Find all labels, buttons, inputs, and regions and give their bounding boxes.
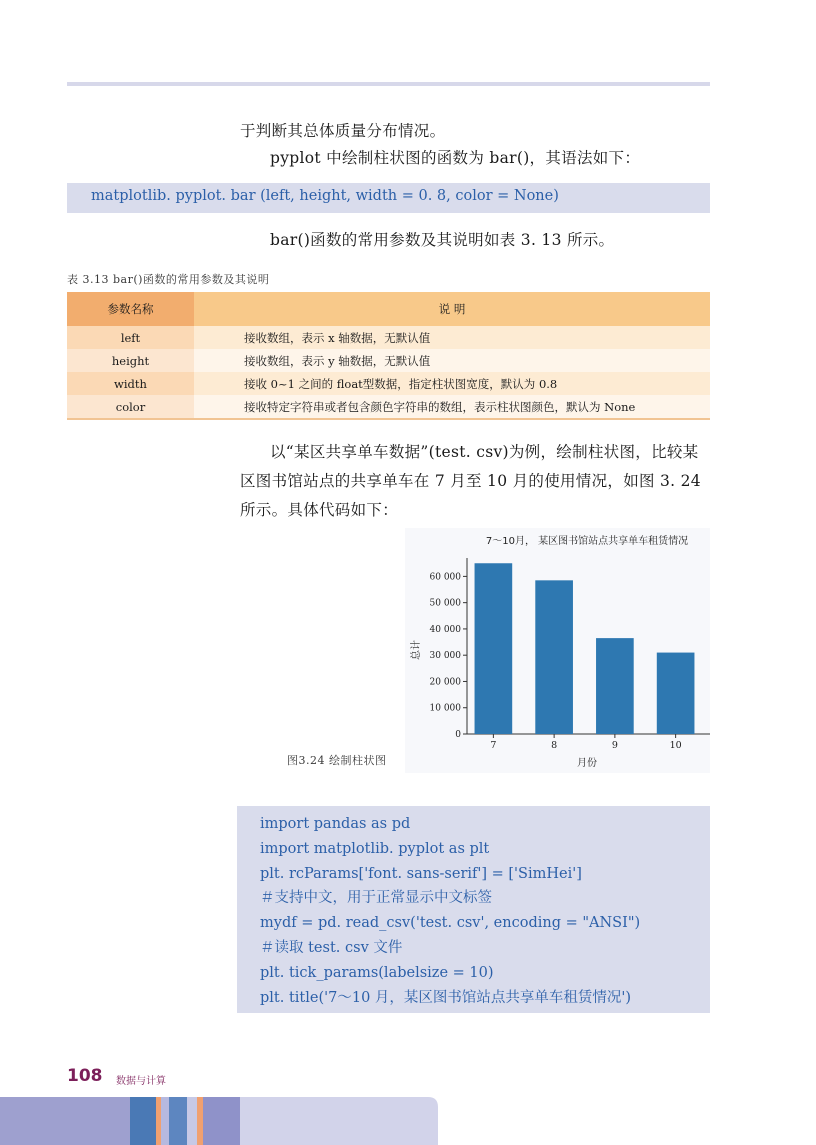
- y-tick-label: 60 000: [429, 572, 461, 583]
- bar-chart-svg: [405, 528, 710, 773]
- code-comment: ＃支持中文，用于正常显示中文标签: [260, 890, 492, 907]
- code-line: mydf = pd. read_csv('test. csv', encoding = "ANSI"): [260, 915, 641, 932]
- param-name: left: [67, 326, 194, 349]
- param-desc: 接收数组，表示 y 轴数据，无默认值: [194, 349, 710, 372]
- param-desc: 接收 0~1 之间的 float型数据，指定柱状图宽度，默认为 0.8: [194, 372, 710, 395]
- bar: [657, 653, 695, 734]
- syntax-box: [67, 183, 710, 213]
- top-rule: [67, 82, 710, 86]
- code-lines: [260, 812, 640, 1010]
- code-block: [237, 806, 710, 1013]
- paragraph-params-intro: bar()函数的常用参数及其说明如表 3. 13 所示。: [270, 231, 615, 249]
- code-line: plt. rcParams['font. sans-serif'] = ['SimHei']: [260, 865, 582, 882]
- table-header-desc: 说 明: [194, 292, 710, 326]
- y-tick-label: 0: [455, 730, 461, 740]
- y-tick-label: 50 000: [429, 598, 461, 609]
- page-number: 108: [67, 1066, 103, 1086]
- x-tick-label: 8: [551, 740, 558, 751]
- code-line: plt. tick_params(labelsize = 10): [260, 964, 494, 981]
- table-row: [67, 326, 710, 349]
- paragraph-example: 以“某区共享单车数据”(test. csv)为例，绘制柱状图，比较某区图书馆站点的共享单车在 7 月至 10 月的使用情况，如图 3. 24 所示。具体代码如下：: [240, 443, 701, 519]
- syntax-code: matplotlib. pyplot. bar (left, height, width = 0. 8, color = None): [91, 188, 559, 204]
- param-name: height: [67, 349, 194, 372]
- code-line: import matplotlib. pyplot as plt: [260, 840, 490, 857]
- chart-ylabel: 总计: [411, 640, 422, 660]
- code-comment: ＃读取 test. csv 文件: [260, 939, 403, 956]
- bar: [596, 638, 634, 734]
- table-row: [67, 372, 710, 395]
- x-tick-label: 7: [490, 740, 497, 751]
- figure-caption: 图3.24 绘制柱状图: [287, 754, 387, 767]
- y-tick-label: 40 000: [429, 624, 461, 635]
- code-line: import pandas as pd: [260, 816, 411, 832]
- params-table: [67, 292, 710, 420]
- table-header-param: 参数名称: [67, 292, 194, 326]
- code-line: plt. title('7～10 月，某区图书馆站点共享单车租赁情况'): [260, 989, 632, 1006]
- y-tick-label: 20 000: [429, 677, 461, 688]
- param-name: color: [67, 395, 194, 419]
- table-row: [67, 395, 710, 419]
- paragraph-bar-function: pyplot 中绘制柱状图的函数为 bar()，其语法如下：: [270, 149, 641, 167]
- param-name: width: [67, 372, 194, 395]
- chart-xlabel: 月份: [577, 758, 597, 769]
- book-title: 数据与计算: [116, 1076, 166, 1087]
- y-tick-label: 10 000: [429, 703, 461, 714]
- footer-decoration: [0, 1097, 816, 1145]
- table-row: [67, 349, 710, 372]
- x-tick-label: 10: [669, 740, 682, 751]
- param-desc: 接收数组，表示 x 轴数据，无默认值: [194, 326, 710, 349]
- table-caption: 表 3.13 bar()函数的常用参数及其说明: [67, 273, 270, 286]
- bar: [475, 563, 513, 734]
- x-tick-label: 9: [611, 740, 618, 751]
- bar-chart: [405, 528, 710, 773]
- y-tick-label: 30 000: [429, 651, 461, 662]
- chart-title: 7～10月， 某区图书馆站点共享单车租赁情况: [485, 536, 689, 547]
- bar: [535, 580, 573, 734]
- param-desc: 接收特定字符串或者包含颜色字符串的数组，表示柱状图颜色，默认为 None: [194, 395, 710, 419]
- paragraph-intro: 于判断其总体质量分布情况。: [240, 122, 446, 140]
